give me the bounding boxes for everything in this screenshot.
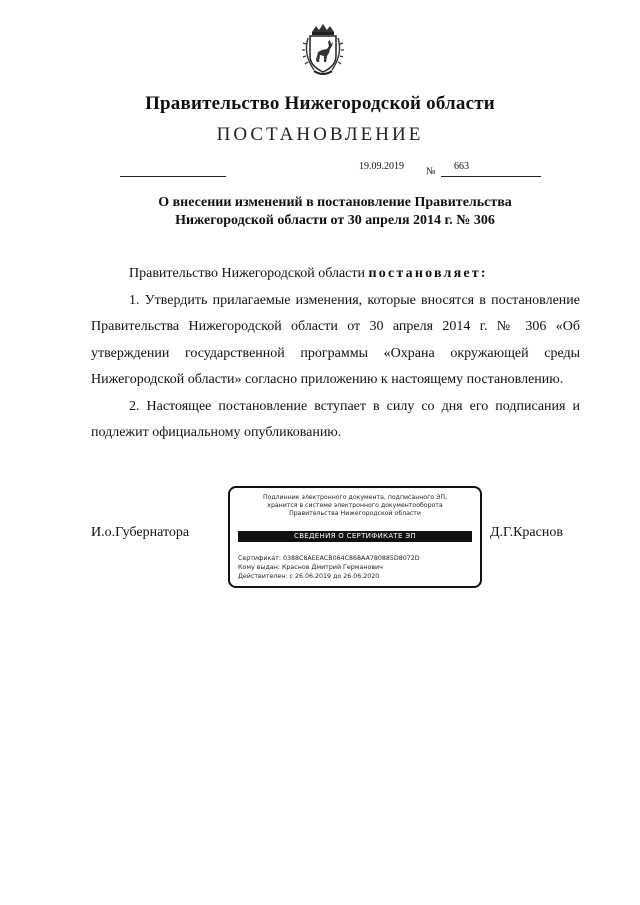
issued-to: Краснов Дмитрий Германович: [281, 564, 383, 571]
certificate-serial: 0388C8AEEACB064C868AA780885D8072D: [282, 555, 420, 562]
certificate-row: [238, 554, 420, 563]
document-subject: [100, 194, 570, 230]
e-signature-stamp: [228, 486, 482, 588]
document-date: 19.09.2019: [359, 161, 404, 172]
document-body: [91, 261, 580, 447]
stamp-header-line: хранится в системе электронного документооборота: [267, 502, 443, 509]
subject-line: О внесении изменений в постановление Правительства: [158, 195, 512, 210]
certificate-label: Сертификат:: [238, 555, 281, 562]
coat-of-arms-icon: [300, 22, 346, 78]
signer-role: И.о.Губернатора: [91, 525, 190, 540]
preamble: [91, 261, 580, 288]
preamble-keyword: постановляет:: [368, 266, 488, 281]
preamble-text: Правительство Нижегородской области: [129, 266, 369, 281]
stamp-header-line: Подлинник электронного документа, подписанного ЭП,: [262, 494, 448, 501]
validity-row: Действителен: с 26.06.2019 до 26.06.2020: [238, 573, 380, 580]
signer-name: Д.Г.Краснов: [490, 525, 563, 540]
item-2: 2. Настоящее постановление вступает в силу со дня его подписания и подлежит официальному опубликованию.: [91, 398, 580, 440]
document-number: 663: [454, 161, 469, 172]
stamp-header-line: Правительства Нижегородской области: [289, 510, 421, 517]
number-line: [441, 176, 541, 177]
date-line: [120, 176, 226, 177]
certificate-details: [238, 554, 420, 581]
number-label: №: [426, 166, 436, 177]
document-type: ПОСТАНОВЛЕНИЕ: [216, 124, 424, 145]
subject-line: Нижегородской области от 30 апреля 2014 г. № 306: [175, 213, 495, 228]
government-title: Правительство Нижегородской области: [145, 93, 495, 114]
certificate-info-bar: СВЕДЕНИЯ О СЕРТИФИКАТЕ ЭП: [238, 531, 472, 542]
stamp-header: [230, 494, 480, 518]
issued-label: Кому выдан:: [238, 564, 280, 571]
item-1: 1. Утвердить прилагаемые изменения, которые вносятся в постановление Правительства Нижегородской области от 30 апреля 2014 г. № 306 «Об утверждении государственной программы «Охрана окружающей среды Нижегородской области» согласно приложению к настоящему постановлению.: [91, 292, 580, 387]
issued-row: [238, 563, 420, 572]
